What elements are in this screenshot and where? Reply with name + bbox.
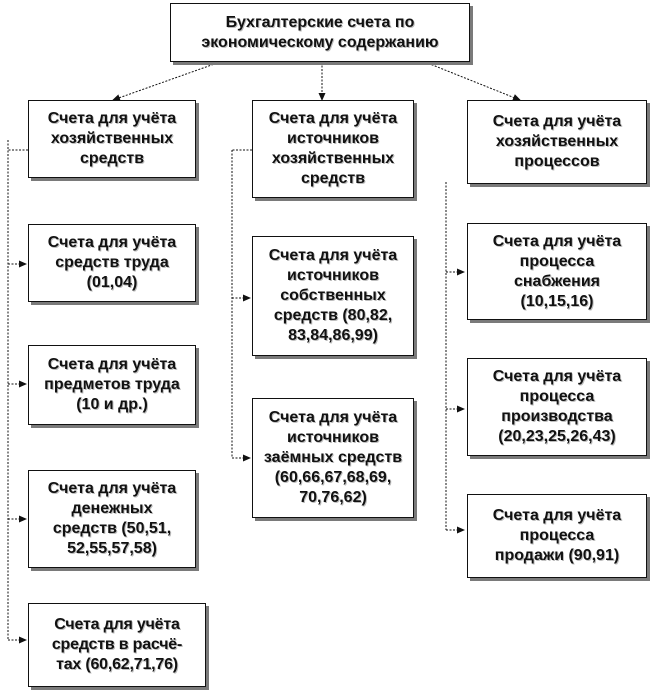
- group-3-bracket: [446, 182, 464, 530]
- group-1-header-label: Счета для учёта хозяйственных средств: [47, 110, 177, 167]
- group-1-bracket: [8, 140, 28, 640]
- group-2-bracket: [232, 150, 252, 458]
- arrow-root-to-group-1: [113, 62, 220, 100]
- group-2-item-2-label: Счета для учёта источников заёмных средств (60,66,67,68,69, 70,76,62): [263, 409, 403, 506]
- group-1-item-1-label: Счета для учёта средств труда (01,04): [47, 234, 177, 291]
- root-node: [170, 3, 470, 62]
- root-node-label: Бухгалтерские счета по экономическому содержанию: [201, 13, 439, 51]
- group-3-header: [467, 100, 647, 184]
- group-3-item-2-label: Счета для учёта процесса производства (20,23,25,26,43): [492, 368, 622, 445]
- group-3-item-3-label: Счета для учёта процесса продажи (90,91): [492, 507, 622, 564]
- group-3-item-1-label: Счета для учёта процесса снабжения (10,15,16): [492, 232, 622, 310]
- group-1-item-3-label: Счета для учёта денежных средств (50,51, 52,55,57,58): [47, 480, 177, 557]
- group-3-item-3: [467, 494, 647, 578]
- group-2-header: [252, 100, 414, 198]
- group-2-item-1-label: Счета для учёта источников собственных средств (80,82, 83,84,86,99): [268, 247, 398, 344]
- group-2-item-2: [252, 398, 414, 518]
- group-1-item-4-label: Счета для учёта средств в расчё- тах (60,62,71,76): [51, 616, 183, 673]
- group-3-header-label: Счета для учёта хозяйственных процессов: [492, 113, 622, 170]
- group-1-item-2-label: Счета для учёта предметов труда (10 и др.): [44, 356, 180, 413]
- group-1-item-1: [28, 224, 196, 302]
- group-1-item-3: [28, 470, 196, 568]
- group-2-header-label: Счета для учёта источников хозяйственных средств: [268, 110, 398, 187]
- group-1-header: [28, 100, 196, 178]
- group-1-item-2: [28, 345, 196, 425]
- arrow-root-to-group-3: [425, 62, 520, 100]
- group-3-item-1: [467, 223, 647, 320]
- group-1-item-4: [28, 603, 206, 687]
- group-2-item-1: [252, 236, 414, 356]
- group-3-item-2: [467, 358, 647, 456]
